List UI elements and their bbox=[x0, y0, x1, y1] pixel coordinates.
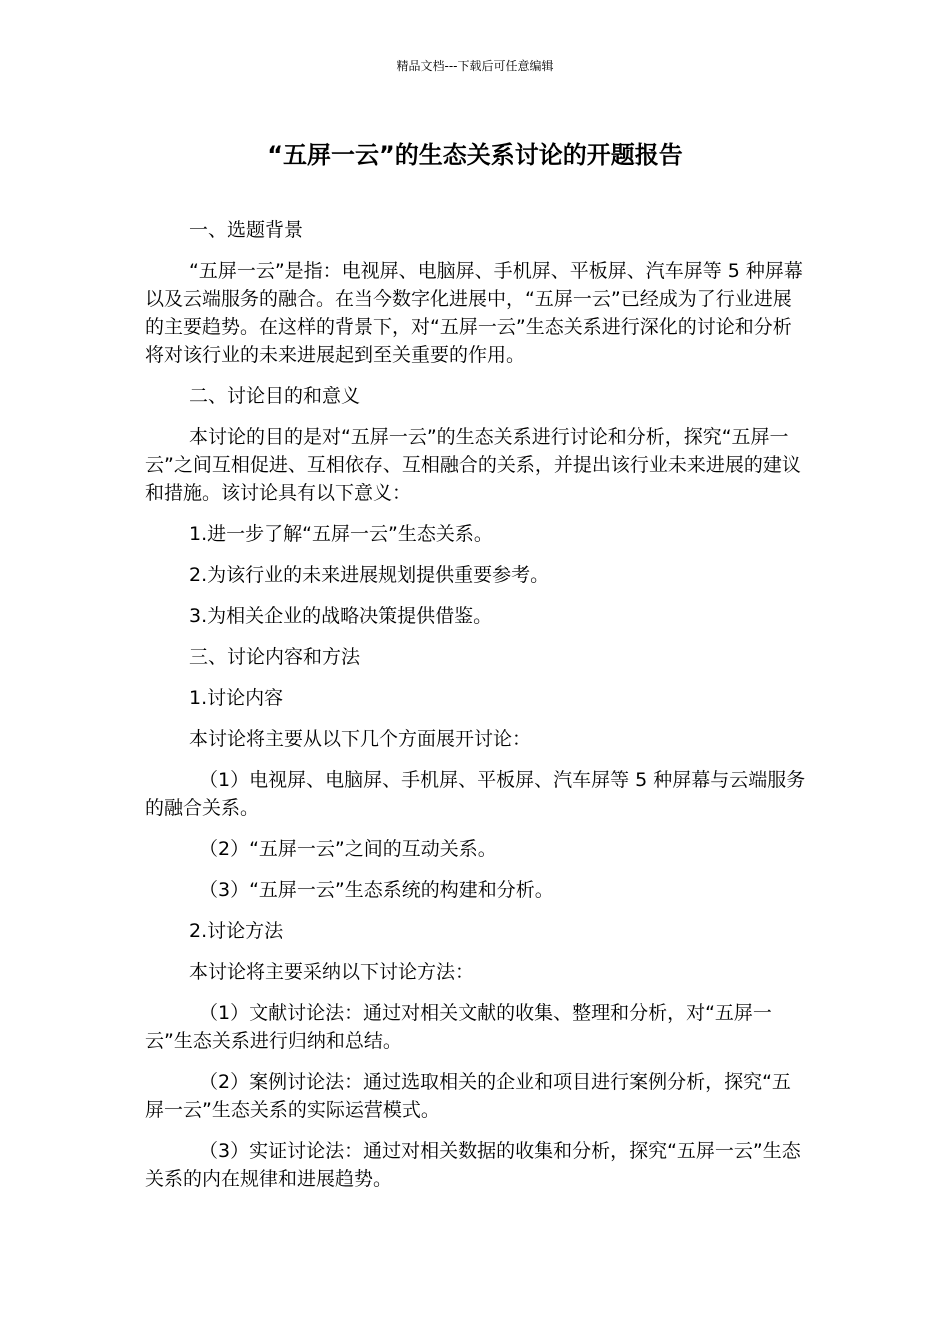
section-heading-purpose: 二、讨论目的和意义 bbox=[189, 385, 361, 407]
significance-item: 2.为该行业的未来进展规划提供重要参考。 bbox=[189, 564, 550, 586]
content-item: （3）“五屏一云”生态系统的构建和分析。 bbox=[199, 879, 554, 901]
significance-item: 1.进一步了解“五屏一云”生态关系。 bbox=[189, 523, 493, 545]
content-intro: 本讨论将主要从以下几个方面展开讨论： bbox=[189, 728, 532, 750]
method-item: （1）文献讨论法：通过对相关文献的收集、整理和分析，对“五屏一云”生态关系进行归纳和总结。 bbox=[145, 1002, 772, 1052]
subheading-content: 1.讨论内容 bbox=[189, 687, 284, 709]
header-note: 精品文档---下载后可任意编辑 bbox=[396, 59, 554, 73]
document-body bbox=[145, 216, 807, 1206]
content-item: （2）“五屏一云”之间的互动关系。 bbox=[199, 838, 497, 860]
subheading-methods: 2.讨论方法 bbox=[189, 920, 284, 942]
content-item: （1）电视屏、电脑屏、手机屏、平板屏、汽车屏等 5 种屏幕与云端服务的融合关系。 bbox=[145, 769, 806, 819]
method-item: （3）实证讨论法：通过对相关数据的收集和分析，探究“五屏一云”生态关系的内在规律和进展趋势。 bbox=[145, 1140, 801, 1190]
section-heading-background: 一、选题背景 bbox=[189, 219, 304, 241]
methods-intro: 本讨论将主要采纳以下讨论方法： bbox=[189, 961, 475, 983]
purpose-paragraph: 本讨论的目的是对“五屏一云”的生态关系进行讨论和分析，探究“五屏一云”之间互相促进、互相依存、互相融合的关系，并提出该行业未来进展的建议和措施。该讨论具有以下意义： bbox=[145, 426, 801, 504]
document-title: “五屏一云”的生态关系讨论的开题报告 bbox=[267, 141, 683, 169]
section-heading-content-methods: 三、讨论内容和方法 bbox=[189, 646, 361, 668]
method-item: （2）案例讨论法：通过选取相关的企业和项目进行案例分析，探究“五屏一云”生态关系的实际运营模式。 bbox=[145, 1071, 791, 1121]
significance-item: 3.为相关企业的战略决策提供借鉴。 bbox=[189, 605, 493, 627]
background-paragraph: “五屏一云”是指：电视屏、电脑屏、手机屏、平板屏、汽车屏等 5 种屏幕以及云端服务的融合。在当今数字化进展中，“五屏一云”已经成为了行业进展的主要趋势。在这样的背景下，对“五屏一云”生态关系进行深化的讨论和分析将对该行业的未来进展起到至关重要的作用。 bbox=[145, 260, 803, 366]
